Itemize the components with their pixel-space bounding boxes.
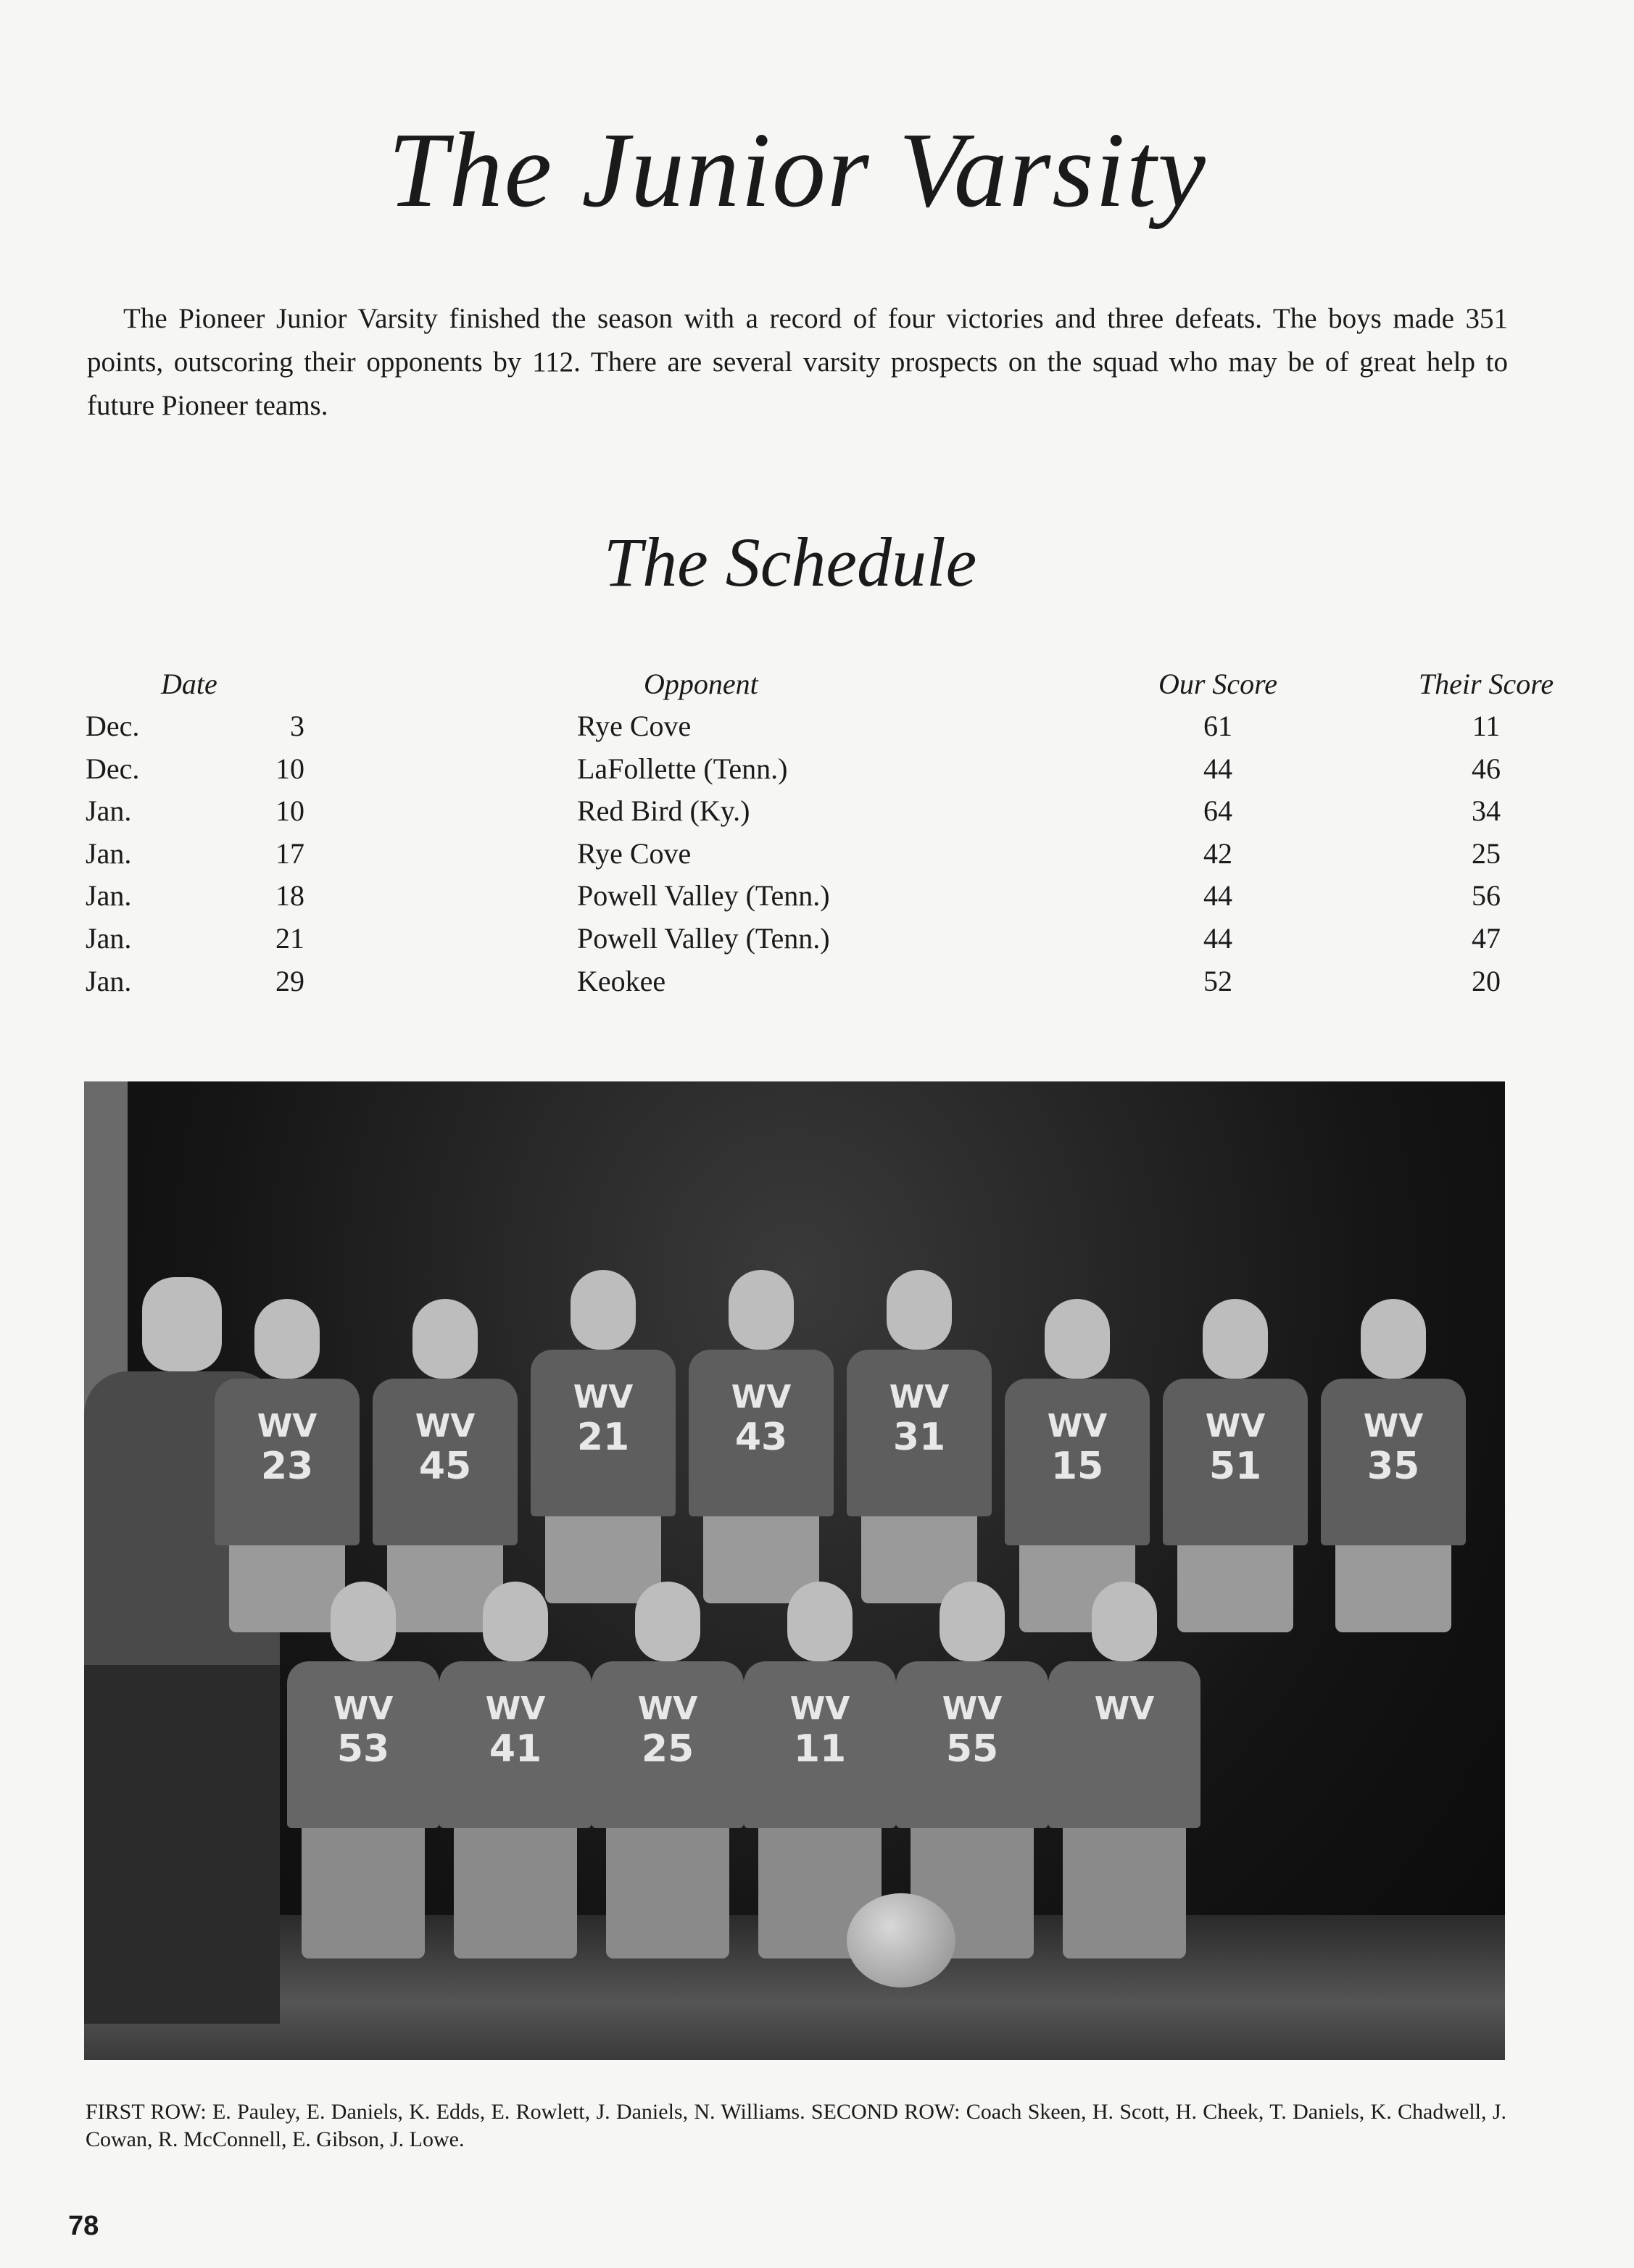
jersey-number: 53 <box>336 1727 390 1771</box>
month-cell: Jan. <box>86 794 132 828</box>
jersey-number: 35 <box>1366 1445 1420 1488</box>
their-score-cell: 34 <box>1472 794 1501 828</box>
day-cell: 10 <box>275 752 304 785</box>
jersey-logo: WV <box>1363 1408 1424 1445</box>
their-score-cell: 11 <box>1472 710 1501 742</box>
day-cell: 21 <box>275 922 304 955</box>
jersey-number: 15 <box>1050 1445 1104 1488</box>
player-front-row <box>287 1582 439 1958</box>
header-their-score: Their Score <box>1418 668 1554 700</box>
opponent-cell: Keokee <box>577 964 666 997</box>
jersey-number: 45 <box>418 1445 472 1488</box>
jersey-logo: WV <box>257 1408 318 1445</box>
our-score-cell: 42 <box>1203 836 1232 870</box>
month-cell: Dec. <box>86 710 140 742</box>
opponent-cell: Rye Cove <box>577 710 692 742</box>
player-back-row <box>531 1270 676 1603</box>
their-score-cell: 47 <box>1472 922 1501 955</box>
their-score-cell: 20 <box>1472 964 1501 997</box>
jersey-logo: WV <box>415 1408 476 1445</box>
opponent-cell: Powell Valley (Tenn.) <box>577 922 830 955</box>
jersey-logo: WV <box>637 1690 698 1727</box>
photo-caption: FIRST ROW: E. Pauley, E. Daniels, K. Edds, E. Rowlett, J. Daniels, N. Williams. SECOND ROW: Coach Skeen, H. Scott, H. Cheek, T. Daniels, K. Chadwell, J. Cowan, R. McConnell, E. Gibson, J. Lowe. <box>86 2100 1506 2151</box>
jersey-logo: WV <box>889 1379 950 1416</box>
jersey-logo: WV <box>485 1690 546 1727</box>
jersey-logo: WV <box>1094 1690 1155 1727</box>
our-score-cell: 44 <box>1203 879 1232 913</box>
intro-paragraph: The Pioneer Junior Varsity finished the season with a record of four victories and three defeats. The boys made 351 points, outscoring their opponents by 112. There are several varsity prospects on the squad who may be of great help to future Pioneer teams. <box>87 303 1508 421</box>
month-cell: Dec. <box>86 752 140 785</box>
jersey-logo: WV <box>731 1379 792 1416</box>
our-score-cell: 52 <box>1203 964 1232 997</box>
player-back-row <box>847 1270 992 1603</box>
player-front-row <box>1048 1582 1200 1958</box>
jersey-logo: WV <box>1047 1408 1108 1445</box>
their-score-cell: 46 <box>1472 752 1501 785</box>
jersey-number: 31 <box>892 1416 946 1459</box>
jersey-number: 55 <box>945 1727 999 1771</box>
jersey-number: 23 <box>260 1445 314 1488</box>
header-opponent: Opponent <box>644 668 758 700</box>
jersey-number: 43 <box>734 1416 788 1459</box>
player-front-row <box>439 1582 592 1958</box>
header-our-score: Our Score <box>1158 668 1278 700</box>
opponent-cell: LaFollette (Tenn.) <box>577 752 788 785</box>
player-front-row <box>592 1582 744 1958</box>
month-cell: Jan. <box>86 964 132 997</box>
basketball <box>847 1893 955 1987</box>
jersey-number: 41 <box>489 1727 542 1771</box>
day-cell: 29 <box>275 964 304 997</box>
day-cell: 3 <box>290 710 304 742</box>
our-score-cell: 64 <box>1203 794 1232 828</box>
month-cell: Jan. <box>86 836 132 870</box>
jersey-logo: WV <box>789 1690 850 1727</box>
jersey-number: 11 <box>793 1727 847 1771</box>
jersey-number: 25 <box>641 1727 694 1771</box>
player-back-row <box>689 1270 834 1603</box>
jersey-logo: WV <box>1205 1408 1266 1445</box>
our-score-cell: 61 <box>1203 710 1232 742</box>
jersey-logo: WV <box>942 1690 1003 1727</box>
header-date: Date <box>161 668 217 700</box>
jersey-logo: WV <box>333 1690 394 1727</box>
team-photo <box>84 1081 1505 2060</box>
our-score-cell: 44 <box>1203 752 1232 785</box>
day-cell: 10 <box>275 794 304 828</box>
schedule-title: The Schedule <box>603 523 977 601</box>
their-score-cell: 56 <box>1472 879 1501 913</box>
opponent-cell: Powell Valley (Tenn.) <box>577 879 830 913</box>
our-score-cell: 44 <box>1203 922 1232 955</box>
jersey-number: 21 <box>576 1416 630 1459</box>
opponent-cell: Red Bird (Ky.) <box>577 794 750 828</box>
player-back-row <box>1321 1299 1466 1632</box>
opponent-cell: Rye Cove <box>577 836 692 870</box>
page-title: The Junior Varsity <box>388 111 1207 230</box>
page-number: 78 <box>68 2211 99 2241</box>
day-cell: 18 <box>275 879 304 913</box>
month-cell: Jan. <box>86 879 132 913</box>
month-cell: Jan. <box>86 922 132 955</box>
jersey-logo: WV <box>573 1379 634 1416</box>
jersey-number: 51 <box>1208 1445 1262 1488</box>
their-score-cell: 25 <box>1472 836 1501 870</box>
day-cell: 17 <box>275 836 304 870</box>
